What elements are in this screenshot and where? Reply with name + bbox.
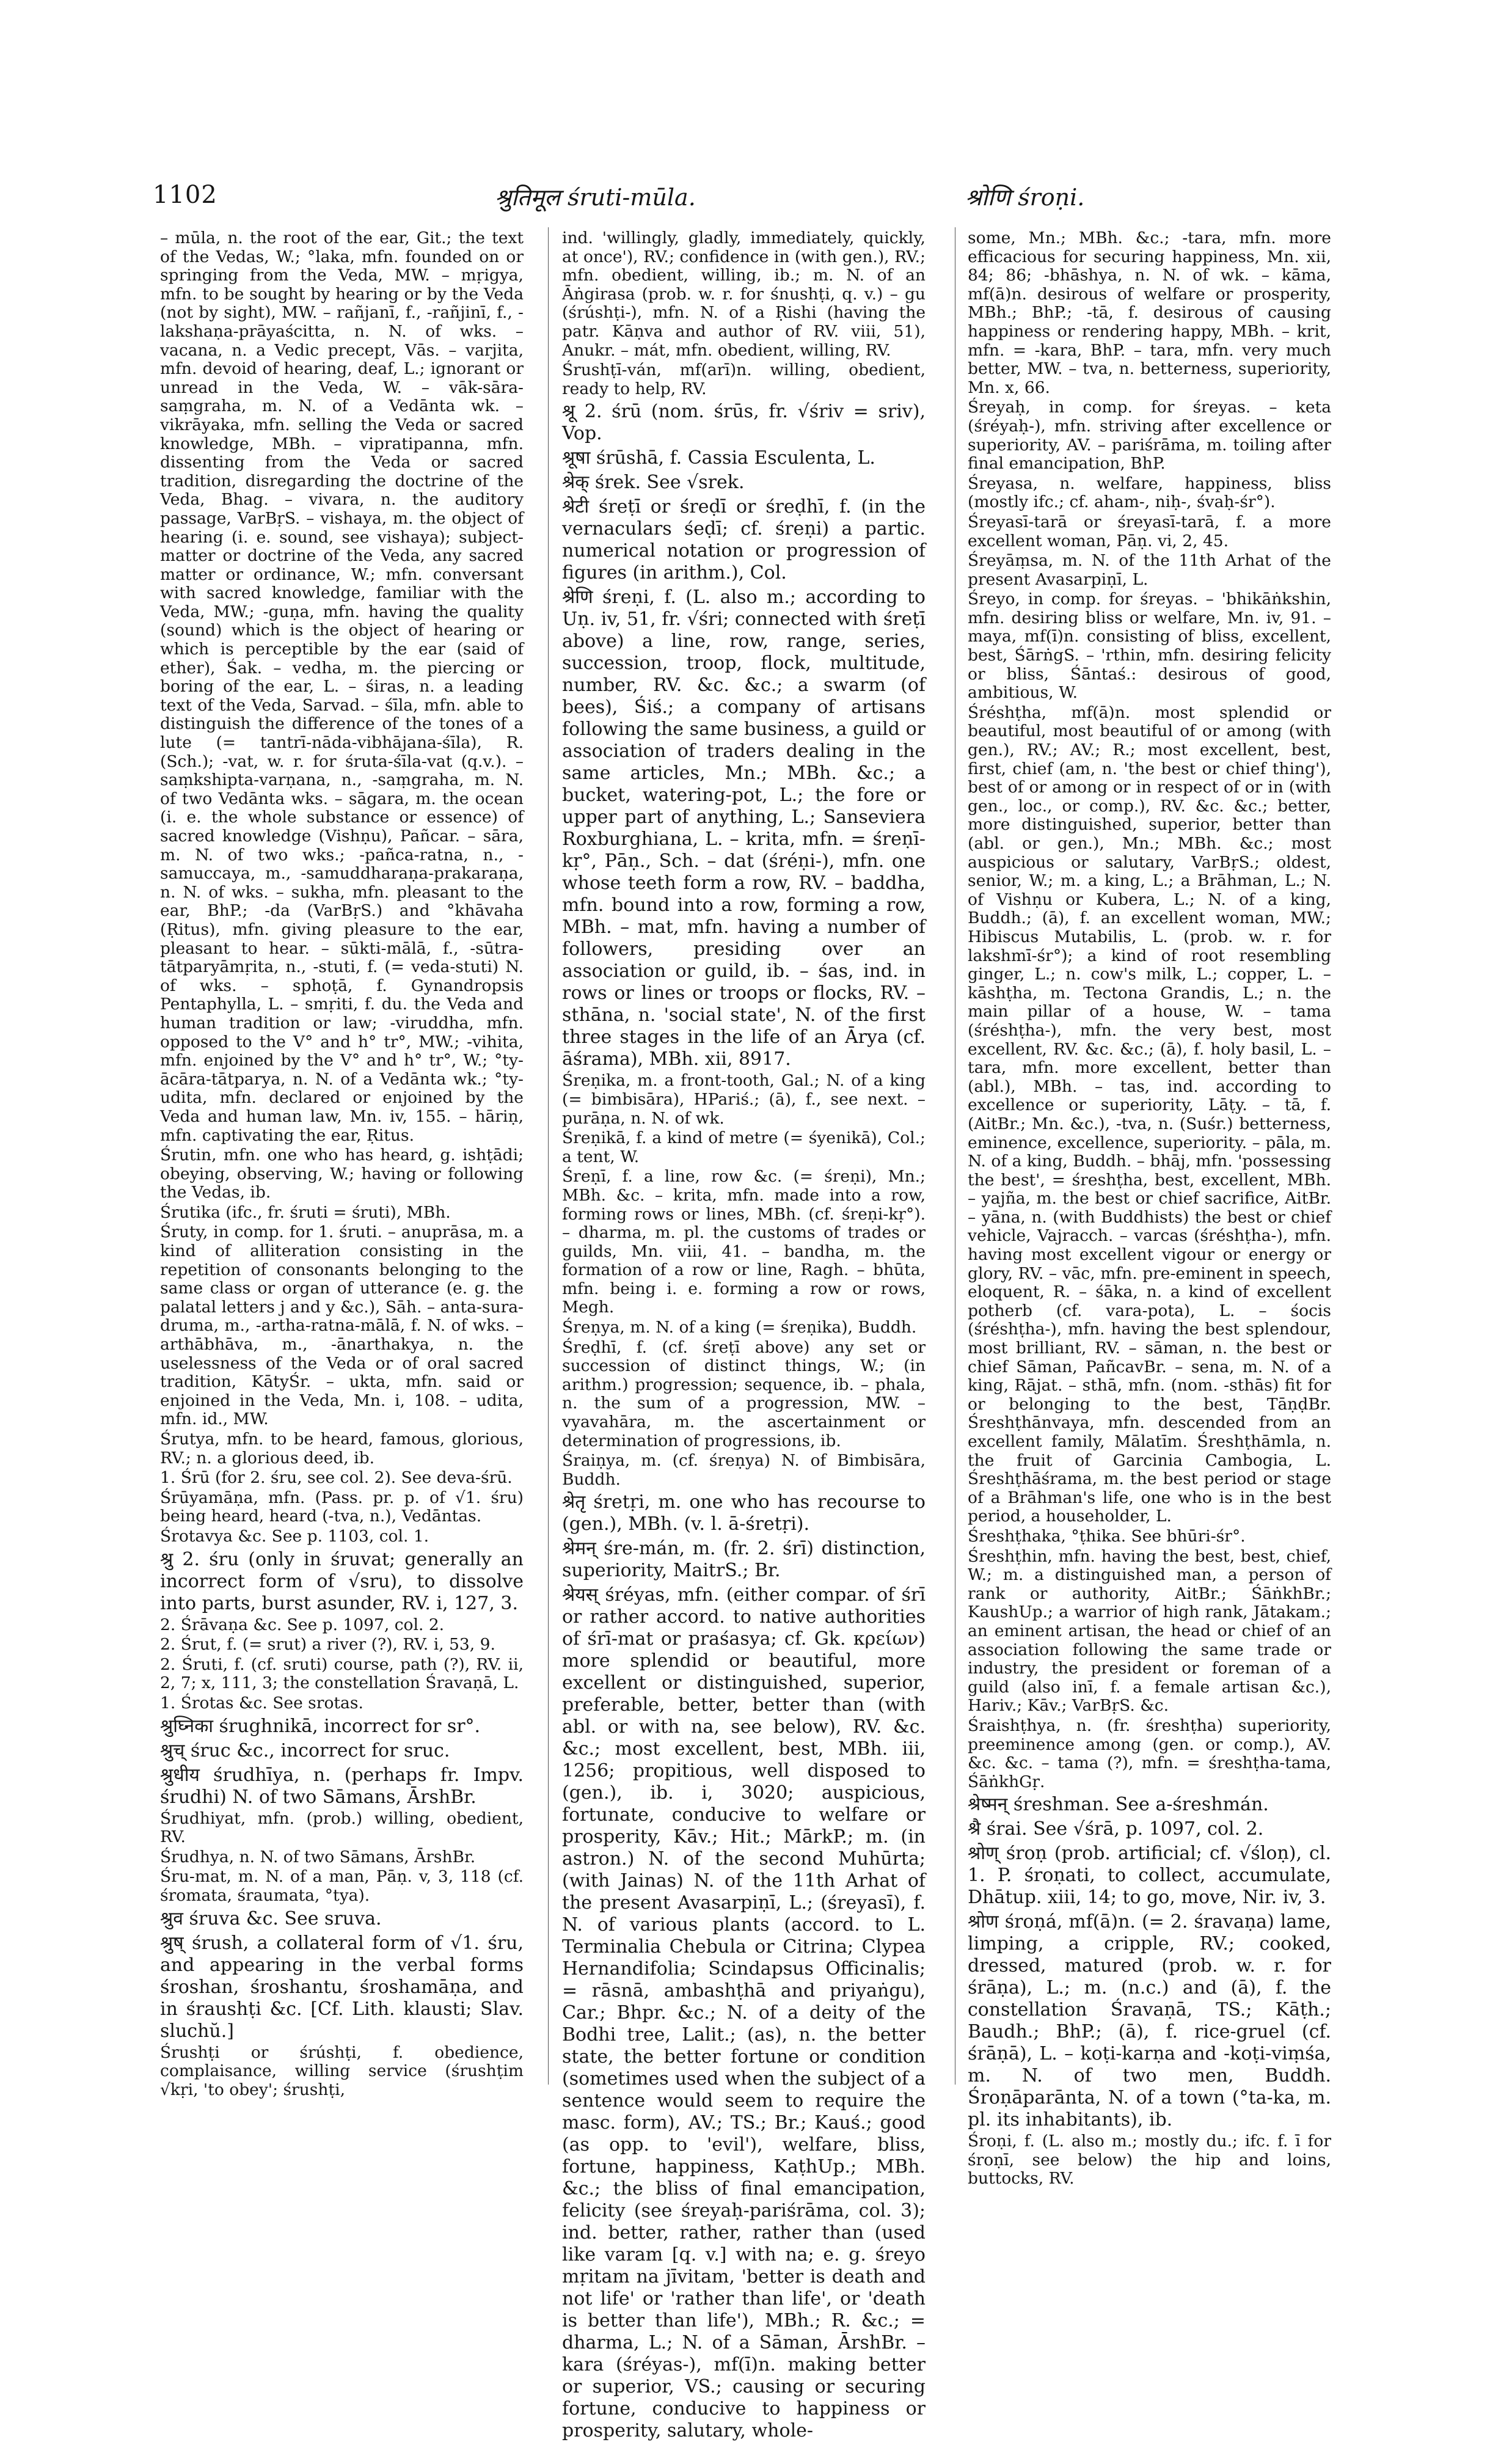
entry: 2. Śrut, f. (= srut) a river (?), RV. i, 53, 9.: [160, 1635, 495, 1654]
entry: Śrotavya &c. See p. 1103, col. 1.: [160, 1526, 429, 1546]
page-number: 1102: [153, 181, 217, 209]
entry: Śrudhiyat, mfn. (prob.) willing, obedient, RV.: [160, 1808, 524, 1847]
column-right: [968, 228, 1331, 2188]
entry: Śrūyamāṇa, mfn. (Pass. pr. p. of √1. śru) being heard, heard (-tva, n.), Vedāntas.: [160, 1488, 524, 1526]
column-divider: [548, 227, 549, 2085]
entry: Śreyāṃsa, m. N. of the 11th Arhat of the present Avasarpiṇī, L.: [968, 551, 1331, 589]
entry: Śreḍhī, f. (cf. śreṭī above) any set or succession of distinct things, W.; (in arithm.) progression; sequence, ib. – phala, n. the sum of a progression, MW. – vyavahāra, m. the ascertainment or determination of progressions, ib.: [562, 1337, 926, 1450]
entry-main: श्रू 2. śrū (nom. śrūs, fr. √śriv = sriv), Vop.: [562, 401, 926, 445]
entry: Śroṇi, f. (L. also m.; mostly du.; ifc. f. ī for śroṇī, see below) the hip and loins, buttocks, RV.: [968, 2132, 1331, 2188]
entry: Śrutika (ifc., fr. śruti = śruti), MBh.: [160, 1202, 451, 1222]
entry-main: श्रेतृ śretṛi, m. one who has recourse to (gen.), MBh. (v. l. ā-śretṛi).: [562, 1491, 926, 1535]
right-running-head: श्रोणि śroṇi.: [965, 184, 1085, 211]
entry: Śreyasa, n. welfare, happiness, bliss (mostly ifc.; cf. aham-, niḥ-, śvaḥ-śr°).: [968, 473, 1331, 512]
entry-main: श्रेटी śreṭī or śreḍī or śreḍhī, f. (in the vernaculars śeḍī; cf. śreṇi) a partic. numerical notation or progression of figures (in arithm.), Col.: [562, 496, 926, 584]
entry-main: श्रुव śruva &c. See sruva.: [160, 1907, 382, 1929]
entry: Śrudhya, n. N. of two Sāmans, ĀrshBr.: [160, 1847, 476, 1866]
entry: Śreshṭhaka, °ṭhika. See bhūri-śr°.: [968, 1526, 1246, 1546]
entry: ind. 'willingly, gladly, immediately, quickly, at once'), RV.; confidence in (with gen.), RV.; mfn. obedient, willing, ib.; m. N. of an Āṅgirasa (prob. w. r. for śnushṭi, q. v.) – gu (śrúshṭi-), mfn. N. of a Ṛishi (having the patr. Kāṇva and author of RV. viii, 51), Anukr. – mát, mfn. obedient, willing, RV.: [562, 228, 926, 360]
entry: Śrutya, mfn. to be heard, famous, glorious, RV.; n. a glorious deed, ib.: [160, 1430, 524, 1468]
entry: Śruty, in comp. for 1. śruti. – anuprāsa, m. a kind of alliteration consisting in the repetition of consonants belonging to the same class or organ of utterance (e. g. the palatal letters j and y &c.), Sāh. – anta-sura-druma, m., -artha-ratna-mālā, f. N. of wks. – arthābhāva, m., -ānarthakya, n. the uselessness of the Veda or of oral sacred tradition, KātyŚr. – ukta, mfn. said or enjoined in the Veda, Mn. i, 108. – udita, mfn. id., MW.: [160, 1223, 524, 1429]
entry: Śraiṇya, m. (cf. śreṇya) N. of Bimbisāra, Buddh.: [562, 1451, 926, 1489]
entry: some, Mn.; MBh. &c.; -tara, mfn. more efficacious for securing happiness, Mn. xii, 84; 86; -bhāshya, n. N. of wk. – kāma, mf(ā)n. desirous of welfare or prosperity, MBh.; BhP.; -tā, f. desirous of causing happiness or rendering happy, MBh. – krit, mfn. = -kara, BhP. – tara, mfn. very much better, MW. – tva, n. betterness, superiority, Mn. x, 66.: [968, 228, 1331, 397]
entry: Śru-mat, m. N. of a man, Pāṇ. v, 3, 118 (cf. śromata, śraumata, °tya).: [160, 1867, 524, 1905]
entry: – mūla, n. the root of the ear, Git.; the text of the Vedas, W.; °laka, mfn. founded on or springing from the Veda, MW. – mṛigya, mfn. to be sought by hearing or by the Veda (not by sight), MW. – rañjanī, f., -rañjinī, f., -lakshaṇa-prāyaścitta, n. N. of wks. – vacana, n. a Vedic precept, Vās. – varjita, mfn. devoid of hearing, deaf, L.; ignorant or unread in the Veda, W. – vāk-sāra-saṃgraha, m. N. of a Vedānta wk. – vikrāyaka, mfn. selling the Veda or sacred knowledge, MBh. – vipratipanna, mfn. dissenting from the Veda or sacred tradition, disregarding the doctrine of the Veda, Bhag. – vivara, n. the auditory passage, VarBṛS. – vishaya, m. the object of hearing (i. e. sound, see vishaya); subject-matter or doctrine of the Veda, any sacred matter or ordinance, W.; mfn. conversant with sacred knowledge, familiar with the Veda, MW.; -guṇa, mfn. having the quality (sound) which is the object of hearing or which is perceptible by the ear (said of ether), Śak. – vedha, m. the piercing or boring of the ear, L. – śiras, n. a leading text of the Veda, Sarvad. – śīla, mfn. able to distinguish the difference of the tones of a lute (= tantrī-nāda-vibhājana-śīla), R. (Sch.); -vat, w. r. for śruta-śīla-vat (q.v.). – saṃkshipta-varṇana, n., -saṃgraha, m. N. of two Vedānta wks. – sāgara, m. the ocean (i. e. the whole substance or essence) of sacred knowledge (Vishṇu), Pañcar. – sāra, m. N. of two wks.; -pañca-ratna, n., -samuccaya, m., -samuddharaṇa-prakaraṇa, n. N. of wks. – sukha, mfn. pleasant to the ear, BhP.; -da (VarBṛS.) and °khāvaha (Ṛitus), mfn. giving pleasure to the ear, pleasant to hear. – sūkti-mālā, f., -sūtra-tātparyāmṛita, n., -stuti, f. (= veda-stuti) N. of wks. – sphoṭā, f. Gynandropsis Pentaphylla, L. – smṛiti, f. du. the Veda and human tradition or law; -viruddha, mfn. opposed to the V° and h° tr°, MW.; -vihita, mfn. enjoined by the V° and h° tr°, W.; °ty-ācāra-tātparya, n. N. of a Vedānta wk.; °ty-udita, mfn. declared or enjoined by the Veda and human law, Mn. iv, 155. – hāriṇ, mfn. captivating the ear, Ṛitus.: [160, 228, 524, 1145]
entry-main: श्रुच् śruc &c., incorrect for sruc.: [160, 1739, 450, 1761]
entry-main: श्रेयस् śréyas, mfn. (either compar. of śrī or rather accord. to native authorities of śrī-mat or praśasya; cf. Gk. κρείων) more splendid or beautiful, more excellent or distinguished, superior, preferable, better, better than (with abl. or with na, see below), RV. &c. &c.; most excellent, best, MBh. iii, 1256; propitious, well disposed to (gen.), ib. i, 3020; auspicious, fortunate, conducive to welfare or prosperity, Kāv.; Hit.; MārkP.; m. (in astron.) N. of the second Muhūrta; (with Jainas) N. of the 11th Arhat of the present Avasarpiṇī, L.; (śreyasī), f. N. of various plants (accord. to L. Terminalia Chebula or Citrina; Clypea Hernandifolia; Scindapsus Officinalis; = rāsnā, ambashṭhā and priyaṅgu), Car.; Bhpr. &c.; N. of a deity of the Bodhi tree, Lalit.; (as), n. the better state, the better fortune or condition (sometimes used when the subject of a sentence would seem to require the masc. form), AV.; TS.; Br.; Kauś.; good (as opp. to 'evil'), welfare, bliss, fortune, happiness, KaṭhUp.; MBh. &c.; the bliss of final emancipation, felicity (see śreyaḥ-pariśrāma, col. 3); ind. better, rather, rather than (used like varam [q. v.] with na; e. g. śreyo mṛitam na jīvitam, 'better is death and not life' or 'rather than life', or 'death is better than life'), MBh.; R. &c.; = dharma, L.; N. of a Sāman, ĀrshBr. – kara (śréyas-), mf(ī)n. making better or superior, VS.; causing or securing fortune, conducive to happiness or prosperity, salutary, whole-: [562, 1584, 926, 2442]
entry-main: श्रोण śroṇá, mf(ā)n. (= 2. śravaṇa) lame, limping, a cripple, RV.; cooked, dressed, matured (prob. w. r. for śrāṇa), L.; m. (n.c.) and (ā), f. the constellation Śravaṇā, TS.; Kāṭh.; Baudh.; BhP.; (ā), f. rice-gruel (cf. śrāṇā), L. – koṭi-karṇa and -koṭi-viṃśa, m. N. of two men, Buddh. Śroṇāparānta, N. of a town (°ta-ka, m. pl. its inhabitants), ib.: [968, 1911, 1331, 2131]
page-header: [153, 181, 1344, 213]
entry-main: श्रु 2. śru (only in śruvat; generally an incorrect form of √sru), to dissolve into parts, burst asunder, RV. i, 127, 3.: [160, 1548, 524, 1614]
entry: 1. Śrotas &c. See srotas.: [160, 1693, 363, 1713]
entry-main: श्रेणि śreṇi, f. (L. also m.; according to Uṇ. iv, 51, fr. √śri; connected with śreṭī above) a line, row, range, series, succession, troop, flock, multitude, number, RV. &c. &c.; a swarm (of bees), Śiś.; a company of artisans following the same business, a guild or association of traders dealing in the same articles, Mn.; MBh. &c.; a bucket, watering-pot, L.; the fore or upper part of anything, L.; Sanseviera Roxburghiana, L. – krita, mfn. = śreṇī-kṛ°, Pāṇ., Sch. – dat (śréṇi-), mfn. one whose teeth form a row, RV. – baddha, mfn. bound into a row, forming a row, MBh. – mat, mfn. having a number of followers, presiding over an association or guild, ib. – śas, ind. in rows or lines or troops or flocks, RV. – sthāna, n. 'social state', N. of the first three stages in the life of an Ārya (cf. āśrama), MBh. xii, 8917.: [562, 587, 926, 1070]
left-running-head: श्रुतिमूल śruti-mūla.: [495, 184, 696, 211]
entry-main: श्रेमन् śre-mán, m. (fr. 2. śrī) distinction, superiority, MaitrS.; Br.: [562, 1538, 926, 1582]
entry-main: श्रै śrai. See √śrā, p. 1097, col. 2.: [968, 1818, 1264, 1840]
entry: Śreṇya, m. N. of a king (= śreṇika), Buddh.: [562, 1318, 917, 1337]
entry-main: श्रुघ्निका śrughnikā, incorrect for sr°.: [160, 1715, 481, 1737]
entry: Śreyaḥ, in comp. for śreyas. – keta (śréyaḥ-), mfn. striving after excellence or superiority, AV. – pariśrāma, m. toiling after final emancipation, BhP.: [968, 398, 1331, 473]
entry: Śraishṭhya, n. (fr. śreshṭha) superiority, preeminence among (gen. or comp.), AV. &c. &c. – tama (?), mfn. = śreshṭha-tama, ŚāṅkhGṛ.: [968, 1716, 1331, 1791]
entry-main: श्रोण् śroṇ (prob. artificial; cf. √śloṇ), cl. 1. P. śroṇati, to collect, accumulate, Dhātup. xiii, 14; to go, move, Nir. iv, 3.: [968, 1843, 1331, 1909]
entry-main: श्रुष् śrush, a collateral form of √1. śru, and appearing in the verbal forms śroshan, śroshantu, śroshamāṇa, and in śraushṭi &c. [Cf. Lith. klausti; Slav. sluchŭ.]: [160, 1932, 524, 2042]
entry-main: श्रूषा śrūshā, f. Cassia Esculenta, L.: [562, 447, 875, 469]
entry: 2. Śrāvaṇa &c. See p. 1097, col. 2.: [160, 1615, 445, 1634]
entry: Śrutin, mfn. one who has heard, g. ishṭādi; obeying, observing, W.; having or following the Vedas, ib.: [160, 1146, 524, 1202]
entry: Śréshṭha, mf(ā)n. most splendid or beautiful, most beautiful of or among (with gen.), RV.; AV.; R.; most excellent, best, first, chief (am, n. 'the best or chief thing'), best of or among or in respect of or in (with gen., loc., or comp.), RV. &c. &c.; better, more distinguished, superior, better than (abl. or gen.), Mn.; MBh. &c.; most auspicious or salutary, VarBṛS.; oldest, senior, W.; m. a king, L.; a Brāhman, L.; N. of Vishṇu or Kubera, L.; N. of a king, Buddh.; (ā), f. an excellent woman, MW.; Hibiscus Mutabilis, L. (prob. w. r. for lakshmī-śr°); a kind of root resembling ginger, L.; n. cow's milk, L.; copper, L. – kāshṭha, m. Tectona Grandis, L.; n. the main pillar of a house, W. – tama (śréshṭha-), mfn. the very best, most excellent, RV. &c. &c.; (ā), f. holy basil, L. – tara, mfn. more excellent, better than (abl.), MBh. – tas, ind. according to excellence or superiority, Lāṭy. – tā, f. (AitBr.; Mn. &c.), -tva, n. (Suśr.) betterness, eminence, excellence, superiority. – pāla, m. N. of a king, Buddh. – bhāj, mfn. 'possessing the best', = śreshṭha, best, excellent, MBh. – yajña, m. the best or chief sacrifice, AitBr. – yāna, n. (with Buddhists) the best or chief vehicle, Vajracch. – varcas (śréshṭha-), mfn. having most excellent vigour or energy or glory, RV. – vāc, mfn. pre-eminent in speech, eloquent, R. – śāka, n. a kind of excellent potherb (cf. vara-pota), L. – śocis (śréshṭha-), mfn. having the best splendour, most brilliant, RV. – sāman, n. the best or chief Sāman, PañcavBr. – sena, m. N. of a king, Rājat. – sthā, mfn. (nom. -sthās) fit for or belonging to the best, TāṇḍBr. Śreshṭhānvaya, mfn. descended from an excellent family, Mālatīm. Śreshṭhāmla, n. the fruit of Garcinia Cambogia, L. Śreshṭhāśrama, m. the best period or stage of a Brāhman's life, one who is in the best period, a householder, L.: [968, 703, 1331, 1526]
column-middle: [562, 228, 926, 2442]
entry: Śreṇikā, f. a kind of metre (= śyenikā), Col.; a tent, W.: [562, 1128, 926, 1166]
entry-main: श्रेक् śrek. See √srek.: [562, 472, 745, 494]
entry: Śrushṭi or śrúshṭi, f. obedience, complaisance, willing service (śrushṭim √kṛi, 'to obey'; śrushṭi,: [160, 2042, 524, 2099]
entry: Śreṇī, f. a line, row &c. (= śreṇi), Mn.; MBh. &c. – krita, mfn. made into a row, forming rows or lines, MBh. (cf. śreṇi-kṛ°). – dharma, m. pl. the customs of trades or guilds, Mn. viii, 41. – bandha, m. the formation of a row or line, Ragh. – bhūta, mfn. being i. e. forming a row or rows, Megh.: [562, 1167, 926, 1317]
entry: 1. Śrū (for 2. śru, see col. 2). See deva-śrū.: [160, 1468, 513, 1488]
entry: Śreyasī-tarā or śreyasī-tarā, f. a more excellent woman, Pāṇ. vi, 2, 45.: [968, 512, 1331, 550]
entry: Śreyo, in comp. for śreyas. – 'bhikāṅkshin, mfn. desiring bliss or welfare, Mn. iv, 91. – maya, mf(ī)n. consisting of bliss, excellent, best, ŚārṅgS. – 'rthin, mfn. desiring felicity or bliss, Śāntaś.: desirous of good, ambitious, W.: [968, 590, 1331, 703]
entry: Śrushṭī-ván, mf(arī)n. willing, obedient, ready to help, RV.: [562, 360, 926, 398]
entry-main: श्रेष्मन् śreshman. See a-śreshmán.: [968, 1794, 1269, 1816]
entry: 2. Śruti, f. (cf. sruti) course, path (?), RV. ii, 2, 7; x, 111, 3; the constellation Śravaṇā, L.: [160, 1654, 524, 1693]
entry: Śreshṭhin, mfn. having the best, best, chief, W.; m. a distinguished man, a person of rank or authority, AitBr.; ŚāṅkhBr.; KaushUp.; a warrior of high rank, Jātakam.; an eminent artisan, the head or chief of an association following the same trade or industry, the president or foreman of a guild (also inī, f. a female artisan &c.), Hariv.; Kāv.; VarBṛS. &c.: [968, 1546, 1331, 1716]
entry-main: श्रुधीय śrudhīya, n. (perhaps fr. Impv. śrudhi) N. of two Sāmans, ĀrshBr.: [160, 1764, 524, 1808]
column-left: [160, 228, 524, 2099]
entry: Śreṇika, m. a front-tooth, Gal.; N. of a king (= bimbisāra), HPariś.; (ā), f., see next. – purāṇa, n. N. of wk.: [562, 1071, 926, 1128]
